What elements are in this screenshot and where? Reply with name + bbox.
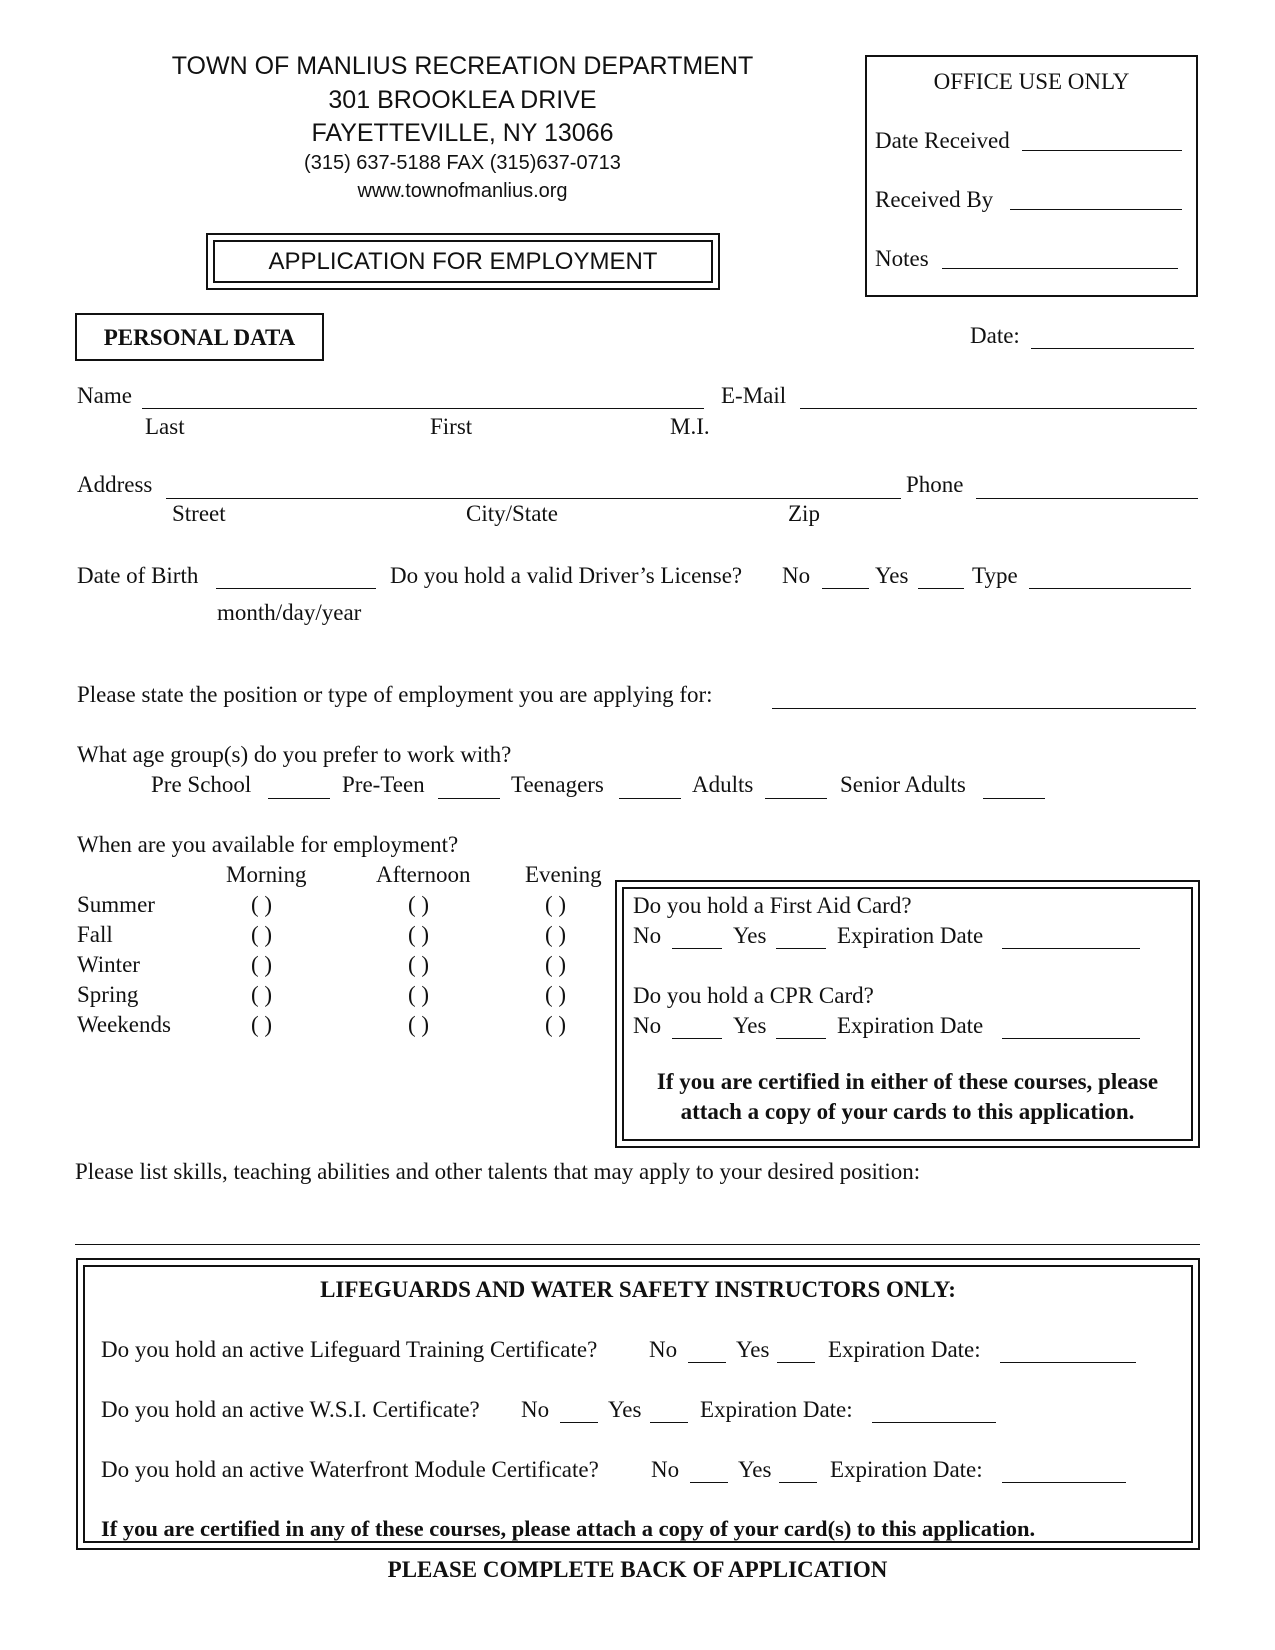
lifeguard-q3-yes-field[interactable] xyxy=(779,1460,817,1483)
skills-question: Please list skills, teaching abilities and other talents that may apply to your desired position: xyxy=(75,1159,921,1184)
street-hint: Street xyxy=(172,501,226,526)
position-field[interactable] xyxy=(772,686,1196,709)
first-aid-yes-label: Yes xyxy=(733,923,767,948)
row-spring: Spring xyxy=(77,982,139,1007)
age-senior-label: Senior Adults xyxy=(840,772,966,797)
fall-afternoon-check[interactable]: ( ) xyxy=(408,922,430,947)
row-fall: Fall xyxy=(77,922,113,947)
name-field[interactable] xyxy=(142,386,704,409)
org-phone: (315) 637-5188 FAX (315)637-0713 xyxy=(304,152,621,174)
address-label: Address xyxy=(77,472,153,497)
weekends-evening-check[interactable]: ( ) xyxy=(545,1012,567,1037)
org-website: www.townofmanlius.org xyxy=(357,180,568,202)
lifeguard-q1: Do you hold an active Lifeguard Training Certificate? xyxy=(101,1337,598,1362)
lifeguard-q1-no-label: No xyxy=(649,1337,678,1362)
org-street: 301 BROOKLEA DRIVE xyxy=(328,86,597,114)
license-no-field[interactable] xyxy=(822,566,869,589)
skills-field[interactable] xyxy=(75,1222,1200,1245)
winter-evening-check[interactable]: ( ) xyxy=(545,952,567,977)
lifeguard-q1-yes-label: Yes xyxy=(736,1337,770,1362)
cpr-yes-label: Yes xyxy=(733,1013,767,1038)
name-label: Name xyxy=(77,383,132,408)
phone-field[interactable] xyxy=(976,476,1198,499)
fall-evening-check[interactable]: ( ) xyxy=(545,922,567,947)
fall-morning-check[interactable]: ( ) xyxy=(251,922,273,947)
lifeguard-q1-no-field[interactable] xyxy=(688,1340,726,1363)
first-aid-no-label: No xyxy=(633,923,662,948)
cards-note-line2: attach a copy of your cards to this application. xyxy=(680,1099,1135,1124)
date-label: Date: xyxy=(970,323,1020,348)
lifeguard-q2-exp-label: Expiration Date: xyxy=(700,1397,853,1422)
spring-morning-check[interactable]: ( ) xyxy=(251,982,273,1007)
dob-hint: month/day/year xyxy=(217,600,362,625)
row-summer: Summer xyxy=(77,892,155,917)
lifeguard-q1-yes-field[interactable] xyxy=(777,1340,815,1363)
cpr-question: Do you hold a CPR Card? xyxy=(633,983,874,1008)
form-title: APPLICATION FOR EMPLOYMENT xyxy=(268,248,658,275)
age-adults-label: Adults xyxy=(692,772,754,797)
availability-question: When are you available for employment? xyxy=(77,832,459,857)
first-aid-no-field[interactable] xyxy=(672,926,722,949)
personal-data-box xyxy=(75,313,324,361)
cpr-exp-label: Expiration Date xyxy=(837,1013,984,1038)
license-question: Do you hold a valid Driver’s License? xyxy=(390,563,743,588)
first-aid-exp-field[interactable] xyxy=(1002,926,1140,949)
lifeguard-q2-yes-label: Yes xyxy=(608,1397,642,1422)
notes-label: Notes xyxy=(875,246,929,271)
age-preteen-field[interactable] xyxy=(438,776,500,799)
lifeguard-q3: Do you hold an active Waterfront Module Certificate? xyxy=(101,1457,599,1482)
dob-label: Date of Birth xyxy=(77,563,199,588)
lifeguard-q3-no-field[interactable] xyxy=(690,1460,728,1483)
received-by-field[interactable] xyxy=(1010,187,1182,210)
lifeguard-q3-exp-label: Expiration Date: xyxy=(830,1457,983,1482)
age-teenagers-field[interactable] xyxy=(619,776,681,799)
first-aid-box xyxy=(615,880,1200,1148)
first-aid-yes-field[interactable] xyxy=(776,926,826,949)
lifeguard-q2-no-label: No xyxy=(521,1397,550,1422)
spring-afternoon-check[interactable]: ( ) xyxy=(408,982,430,1007)
notes-field[interactable] xyxy=(942,246,1178,269)
lifeguard-q2-exp-field[interactable] xyxy=(872,1400,996,1423)
email-field[interactable] xyxy=(800,386,1197,409)
dob-field[interactable] xyxy=(216,566,376,589)
col-evening: Evening xyxy=(525,862,602,887)
col-afternoon: Afternoon xyxy=(376,862,471,887)
lifeguard-q1-exp-label: Expiration Date: xyxy=(828,1337,981,1362)
col-morning: Morning xyxy=(226,862,307,887)
date-received-label: Date Received xyxy=(875,128,1010,153)
position-question: Please state the position or type of employment you are applying for: xyxy=(77,682,713,707)
office-use-title: OFFICE USE ONLY xyxy=(933,69,1130,94)
age-adults-field[interactable] xyxy=(765,776,827,799)
age-group-question: What age group(s) do you prefer to work with? xyxy=(77,742,512,767)
date-field[interactable] xyxy=(1031,326,1194,349)
mi-hint: M.I. xyxy=(670,414,710,439)
cards-note-line1: If you are certified in either of these courses, please xyxy=(656,1069,1159,1094)
weekends-morning-check[interactable]: ( ) xyxy=(251,1012,273,1037)
age-preschool-label: Pre School xyxy=(151,772,252,797)
cpr-no-field[interactable] xyxy=(672,1016,722,1039)
city-state-hint: City/State xyxy=(466,501,558,526)
first-aid-question: Do you hold a First Aid Card? xyxy=(633,893,912,918)
license-yes-field[interactable] xyxy=(918,566,964,589)
winter-afternoon-check[interactable]: ( ) xyxy=(408,952,430,977)
summer-morning-check[interactable]: ( ) xyxy=(251,892,273,917)
lifeguard-q2: Do you hold an active W.S.I. Certificate? xyxy=(101,1397,480,1422)
footer-note: PLEASE COMPLETE BACK OF APPLICATION xyxy=(387,1557,888,1582)
office-use-box xyxy=(865,55,1198,297)
cpr-no-label: No xyxy=(633,1013,662,1038)
lifeguard-q3-yes-label: Yes xyxy=(738,1457,772,1482)
personal-data-title: PERSONAL DATA xyxy=(103,325,296,350)
age-teenagers-label: Teenagers xyxy=(511,772,604,797)
first-name-hint: First xyxy=(430,414,473,439)
license-type-field[interactable] xyxy=(1029,566,1191,589)
address-field[interactable] xyxy=(166,476,901,499)
last-name-hint: Last xyxy=(145,414,185,439)
form-title-box xyxy=(206,233,720,290)
lifeguard-title: LIFEGUARDS AND WATER SAFETY INSTRUCTORS ONLY: xyxy=(320,1277,956,1302)
first-aid-exp-label: Expiration Date xyxy=(837,923,984,948)
lifeguard-box xyxy=(76,1258,1200,1550)
summer-evening-check[interactable]: ( ) xyxy=(545,892,567,917)
email-label: E-Mail xyxy=(721,383,787,408)
weekends-afternoon-check[interactable]: ( ) xyxy=(408,1012,430,1037)
winter-morning-check[interactable]: ( ) xyxy=(251,952,273,977)
cpr-exp-field[interactable] xyxy=(1002,1016,1140,1039)
age-senior-field[interactable] xyxy=(983,776,1045,799)
zip-hint: Zip xyxy=(788,501,820,526)
lifeguard-q3-exp-field[interactable] xyxy=(1002,1460,1126,1483)
spring-evening-check[interactable]: ( ) xyxy=(545,982,567,1007)
lifeguard-q3-no-label: No xyxy=(651,1457,680,1482)
license-type-label: Type xyxy=(972,563,1018,588)
org-name: TOWN OF MANLIUS RECREATION DEPARTMENT xyxy=(171,52,754,80)
received-by-label: Received By xyxy=(875,187,994,212)
lifeguard-q2-no-field[interactable] xyxy=(560,1400,598,1423)
lifeguard-q2-yes-field[interactable] xyxy=(650,1400,688,1423)
org-city: FAYETTEVILLE, NY 13066 xyxy=(311,119,614,147)
row-winter: Winter xyxy=(77,952,140,977)
age-preschool-field[interactable] xyxy=(268,776,330,799)
row-weekends: Weekends xyxy=(77,1012,171,1037)
lifeguard-note: If you are certified in any of these courses, please attach a copy of your card(s) to this application. xyxy=(101,1516,1036,1541)
age-preteen-label: Pre-Teen xyxy=(342,772,425,797)
phone-label: Phone xyxy=(906,472,964,497)
cpr-yes-field[interactable] xyxy=(776,1016,826,1039)
lifeguard-q1-exp-field[interactable] xyxy=(1000,1340,1136,1363)
date-received-field[interactable] xyxy=(1022,128,1182,151)
license-yes-label: Yes xyxy=(875,563,909,588)
license-no-label: No xyxy=(782,563,811,588)
summer-afternoon-check[interactable]: ( ) xyxy=(408,892,430,917)
